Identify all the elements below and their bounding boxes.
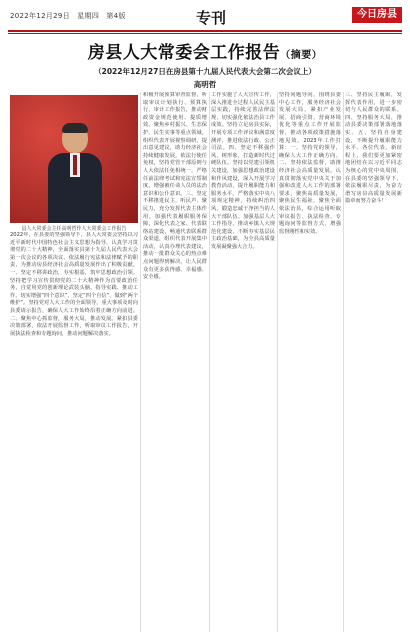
article-column-5: 三、坚持民主履职，发挥代表作用，进一步密切与人民群众的联系。四、坚持服务大局，推动县委决策部署落地落实。五、坚持自身建设，不断提升履职能力水平。各位代表，新征程上，我们要更加紧密地团结在以习近平同志为核心的党中央周围，在县委的坚强领导下，依法履职尽责，为奋力谱写房县高质量发展新篇章而努力奋斗！ bbox=[345, 92, 402, 205]
article-subtitle: （2022年12月27日在房县第十九届人民代表大会第二次会议上） bbox=[94, 67, 316, 76]
article-author: 高明哲 bbox=[193, 80, 217, 89]
section-title: 专刊 bbox=[196, 9, 227, 27]
article-title bbox=[8, 38, 402, 63]
article-column-3: 工作实施了人大宣传工作，深入推进全过程人民民主基层实践，持续完善法律法规，切实强化依法治县工作成效。坚持立足房县实际，开展专项工作评议和满意度测评，推进依法行政、公正司法。四、坚定不移强作风，树形象，打造新时代过硬队伍。坚持以党建引领机关建设，加强思想政治建设和作风建设，深入开展学习教育活动，提升履职能力和服务水平。严格落实中央八项规定精神，持续纠治四风，锻造忠诚干净担当的人大干部队伍。加强基层人大工作指导，推动乡镇人大规范化建设，不断夯实基层民主政治基础，为全县高质量发展凝聚强大合力。 bbox=[211, 92, 275, 250]
column-divider bbox=[209, 92, 210, 632]
speaker-photo bbox=[10, 95, 138, 223]
column-divider bbox=[343, 92, 344, 632]
article-column-2: 积极开展预算审查监督，听取审议计划执行、预算执行、审计工作报告，推动财政资金规范使用、提质增效。聚焦乡村振兴、生态保护、民生实事等重点领域，组织代表开展视察调研，提出意见建议，助力经济社会持续健康发展。依法行使任免权，坚持党管干部原则与人大依法任免相统一，严格任前法律考试和宪法宣誓制度，增强被任命人员的法治意识和公仆意识。三、坚定不移推进民主，听民声、聚民力，充分发挥代表主体作用。加强代表履职服务保障，深化代表之家、代表联络站建设，畅通代表联系群众渠道，组织代表开展集中活动，认真办理代表建议，推动一批群众关心的热点难点问题得到解决，让人民群众有更多获得感、幸福感、安全感。 bbox=[143, 92, 207, 281]
speaker-figure bbox=[48, 123, 102, 223]
article-title-main: 房县人大常委会工作报告 bbox=[87, 43, 281, 63]
photo-caption: 县人大常委会主任高明哲作人大常委会工作报告 bbox=[21, 226, 127, 232]
article-column-4: 坚持问题导向，围绕县委中心工作，服务经济社会发展大局，紧扣产业发展、招商引资、营商环境优化等重点工作开展监督，推动各项政策措施落地见效。2023年工作打算：一、坚持党的领导，确保人大工作正确方向。二、坚持依法监督，助推经济社会高质量发展。认真贯彻落实党中央关于加强和改进人大工作的部署要求，聚焦高质量发展，聚焦民生福祉，聚焦全面依法治县，综合运用听取审议报告、执法检查、专题询问等监督方式，增强监督刚性和实效。 bbox=[279, 92, 341, 235]
newspaper-logo: 今日房县 bbox=[352, 7, 402, 23]
article-title-suffix: （摘要） bbox=[280, 50, 323, 61]
article-column-1: 2022年，在县委的坚强领导下，县人大常委会坚持以习近平新时代中国特色社会主义思想为指导，认真学习贯彻党的二十大精神，全面落实县第十九届人民代表大会第一次会议的各项决议，依法履行宪法和法律赋予的职责，为推动房县经济社会高质量发展作出了积极贡献。一、坚定不移讲政治，夯实根基，筑牢思想政治引领。坚持把学习宣传贯彻党的二十大精神作为首要政治任务，自觉用党的创新理论武装头脑、指导实践、推动工作，切实增强“四个意识”、坚定“四个自信”、做到“两个维护”。坚持党对人大工作的全面领导，重大事项及时向县委请示报告，确保人大工作始终沿着正确方向前进。二、聚焦中心抓监督，服务大局，推动发展。紧扣县委决策部署，依法开展监督工作，听取审议工作报告，开展执法检查和专题询问，推动问题解决落实。 bbox=[10, 232, 138, 337]
column-divider bbox=[277, 92, 278, 632]
issue-date: 2022年12月29日 星期四 第4版 bbox=[10, 12, 126, 20]
header-divider-thin bbox=[8, 33, 402, 34]
column-divider bbox=[140, 92, 141, 632]
header-divider bbox=[8, 30, 402, 32]
page-header bbox=[8, 6, 402, 28]
